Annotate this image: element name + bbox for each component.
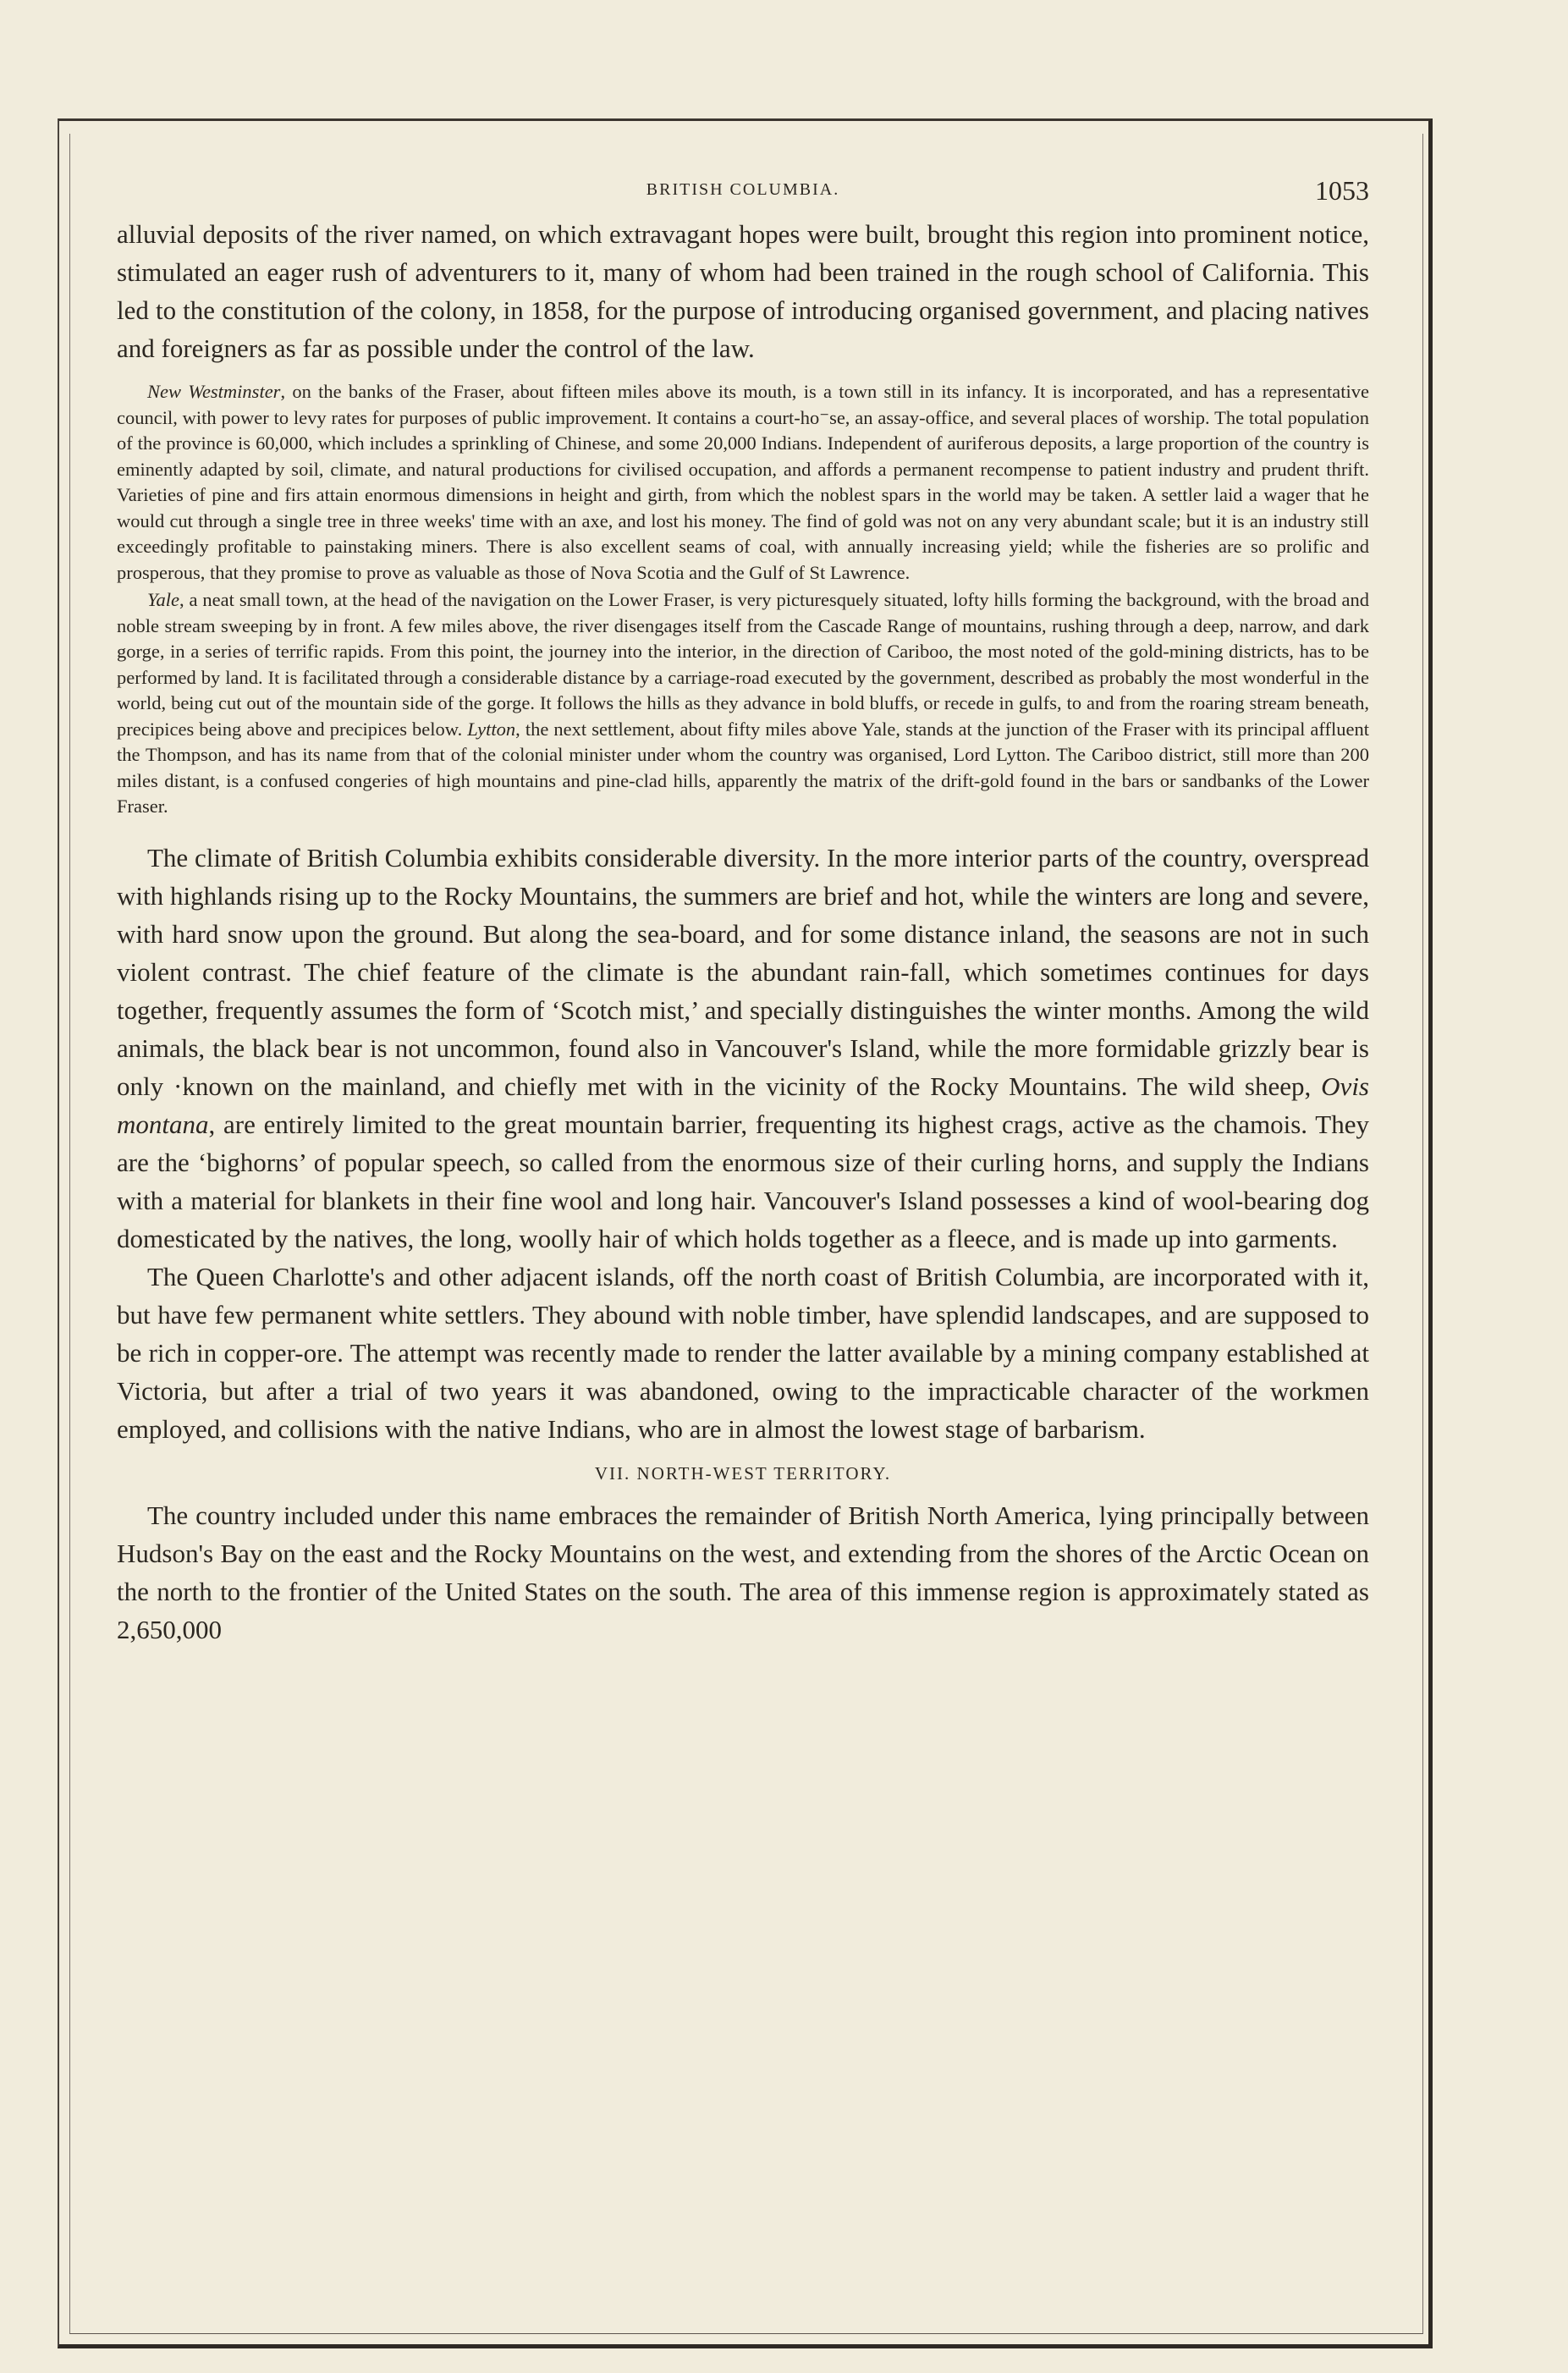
page-header [117, 165, 1369, 212]
paragraph-text: , a neat small town, at the head of the navigation on the Lower Fraser, is very picturesquely situated, lofty hills forming the background, with the broad and noble stream sweeping by in front. A few miles above, the river disengages itself from the Cascade Range of mountains, rushing through a deep, narrow, and dark gorge, in a series of terrific rapids. From this point, the journey into the interior, in the direction of Cariboo, the most noted of the gold-mining districts, has to be performed by land. It is facilitated through a considerable distance by a carriage-road executed by the government, described as probably the most wonderful in the world, being cut out of the mountain side of the gorge. It follows the hills as they advance in bold bluffs, or recede in gulfs, to and from the roaring stream beneath, precipices being above and precipices below. [117, 589, 1369, 740]
page-number: 1053 [1315, 175, 1369, 206]
paragraph-text: The climate of British Columbia exhibits considerable diversity. In the more interior parts of the country, overspread with highlands rising up to the Rocky Mountains, the summers are brief and hot, while the winters are long and severe, with hard snow upon the ground. But along the sea-board, and for some distance inland, the seasons are not in such violent contrast. The chief feature of the climate is the abundant rain-fall, which sometimes continues for days together, frequently assumes the form of ‘Scotch mist,’ and specially distinguishes the winter months. Among the wild animals, the black bear is not uncommon, found also in Vancouver's Island, while the more formidable grizzly bear is only ·known on the mainland, and chiefly met with in the vicinity of the Rocky Mountains. The wild sheep, [117, 842, 1369, 1101]
page-content [117, 165, 1369, 1649]
paragraph-queen-charlotte [117, 1258, 1369, 1448]
species-name-ovis-montana: Ovis montana [117, 1071, 1369, 1139]
paragraph-yale [117, 587, 1369, 820]
place-name-lytton: Lytton [467, 718, 516, 740]
section-heading: VII. NORTH-WEST TERRITORY. [594, 1462, 892, 1484]
paragraph-text: , are entirely limited to the great mountain barrier, frequenting its highest crags, active as the chamois. They are the ‘bighorns’ of popular speech, so called from the enormous size of their curling horns, and supply the Indians with a material for blankets in their fine wool and long hair. Vancouver's Island possesses a kind of wool-bearing dog domesticated by the natives, the long, woolly hair of which holds together as a fleece, and is made up into garments. [117, 1109, 1369, 1253]
place-name-new-westminster: New Westminster [147, 381, 281, 402]
paragraph-alluvial-deposits [117, 215, 1369, 367]
paragraph-text: The Queen Charlotte's and other adjacent islands, off the north coast of British Columbia, are incorporated with it, but have few permanent white settlers. They abound with noble timber, have splendid landscapes, and are supposed to be rich in copper-ore. The attempt was recently made to render the latter available by a mining company established at Victoria, but after a trial of two years it was abandoned, owing to the impracticable character of the workmen employed, and collisions with the native Indians, who are in almost the lowest stage of barbarism. [117, 1261, 1369, 1444]
paragraph-text: , on the banks of the Fraser, about fifteen miles above its mouth, is a town still in its infancy. It is incorporated, and has a representative council, with power to levy rates for purposes of public improvement. It contains a court-ho⁻se, an assay-office, and several places of worship. The total population of the province is 60,000, which includes a sprinkling of Chinese, and some 20,000 Indians. Independent of auriferous deposits, a large proportion of the country is eminently adapted by soil, climate, and natural productions for civilised occupation, and affords a permanent recompense to patient industry and prudent thrift. Varieties of pine and firs attain enormous dimensions in height and girth, from which the noblest spars in the world may be taken. A settler laid a wager that he would cut through a single tree in three weeks' time with an axe, and lost his money. The find of gold was not on any very abundant scale; but it is an industry still exceedingly profitable to painstaking miners. There is also excellent seams of coal, with annually increasing yield; while the fisheries are so prolific and prosperous, that they promise to prove as valuable as those of Nova Scotia and the Gulf of St Lawrence. [117, 381, 1369, 583]
paragraph-new-westminster [117, 379, 1369, 586]
paragraph-text: The country included under this name embraces the remainder of British North America, lying principally between Hudson's Bay on the east and the Rocky Mountains on the west, and extending from the shores of the Arctic Ocean on the north to the frontier of the United States on the south. The area of this immense region is approximately stated as 2,650,000 [117, 1500, 1369, 1644]
paragraph-north-west-territory [117, 1496, 1369, 1649]
place-name-yale: Yale [147, 589, 179, 610]
paragraph-climate [117, 839, 1369, 1258]
paragraph-text: , the next settlement, about fifty miles above Yale, stands at the junction of the Fraser with its principal affluent the Thompson, and has its name from that of the colonial minister under whom the country was organised, Lord Lytton. The Cariboo district, still more than 200 miles distant, is a confused congeries of high mountains and pine-clad hills, apparently the matrix of the drift-gold found in the bars or sandbanks of the Lower Fraser. [117, 718, 1369, 817]
running-head: BRITISH COLUMBIA. [646, 180, 840, 199]
paragraph-text: alluvial deposits of the river named, on which extravagant hopes were built, brought this region into prominent notice, stimulated an eager rush of adventurers to it, many of whom had been trained in the rough school of California. This led to the constitution of the colony, in 1858, for the purpose of introducing organised government, and placing natives and foreigners as far as possible under the control of the law. [117, 219, 1369, 363]
